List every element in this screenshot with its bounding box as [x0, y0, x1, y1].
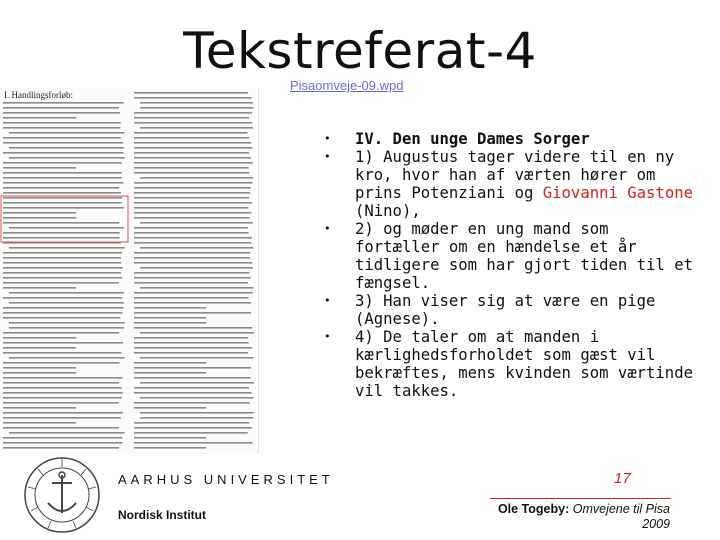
bullet-text: IV. Den unge Dames Sorger — [355, 130, 590, 148]
text-line — [3, 332, 119, 334]
text-line — [3, 362, 120, 364]
document-thumbnail — [0, 88, 259, 454]
text-line — [134, 262, 252, 264]
text-line — [134, 137, 249, 139]
text-line — [3, 192, 121, 194]
text-line — [3, 427, 119, 429]
text-line — [140, 247, 253, 249]
text-line — [3, 372, 76, 374]
text-line — [140, 357, 253, 359]
text-line — [134, 367, 251, 369]
text-line — [134, 242, 251, 244]
page-number: 17 — [614, 470, 631, 487]
text-line — [3, 177, 122, 179]
text-line — [3, 167, 76, 169]
text-line — [3, 102, 124, 104]
text-line — [134, 172, 249, 174]
text-line — [3, 127, 120, 129]
text-line — [134, 292, 253, 294]
document-link[interactable]: Pisaomveje-09.wpd — [290, 78, 404, 93]
text-line — [3, 222, 119, 224]
text-line — [3, 207, 124, 209]
author-name: Ole Togeby: — [497, 502, 570, 516]
text-line — [9, 302, 124, 304]
text-line — [3, 387, 122, 389]
text-line — [140, 412, 254, 414]
text-line — [3, 237, 120, 239]
text-line — [9, 357, 125, 359]
work-title: Omvejene til Pisa — [572, 502, 670, 516]
text-line — [134, 447, 206, 449]
text-line — [134, 422, 249, 424]
text-line — [140, 222, 253, 224]
text-line — [3, 287, 76, 289]
text-line — [3, 187, 119, 189]
text-line — [134, 297, 248, 299]
text-line — [134, 327, 252, 329]
text-line — [3, 342, 123, 344]
text-line — [3, 352, 121, 354]
text-line — [134, 237, 252, 239]
document-heading: I. Handlingsforløb: — [4, 90, 73, 100]
text-line — [134, 182, 252, 184]
text-line — [134, 307, 206, 309]
bullet-item — [322, 220, 697, 292]
text-line — [134, 342, 249, 344]
text-line — [3, 337, 76, 339]
text-line — [3, 142, 123, 144]
text-line — [134, 352, 248, 354]
text-line — [3, 297, 122, 299]
text-line — [140, 287, 253, 289]
text-line — [3, 172, 122, 174]
text-line — [134, 232, 249, 234]
bullet-text: 4) De taler om at manden i kærlighedsforholdet som gæst vil bekræftes, mens kvinden som værtinde vil takkes. — [355, 328, 693, 400]
text-line — [134, 112, 252, 114]
text-line — [3, 107, 119, 109]
text-line — [134, 202, 252, 204]
text-line — [3, 267, 123, 269]
text-line — [3, 442, 122, 444]
text-line — [3, 162, 122, 164]
text-line — [134, 147, 252, 149]
text-line — [134, 432, 248, 434]
text-line — [3, 447, 119, 449]
footer-divider — [490, 498, 671, 499]
text-line — [3, 212, 76, 214]
aarhus-university-seal-icon — [22, 455, 102, 535]
text-line — [3, 312, 123, 314]
text-line — [140, 107, 253, 109]
text-line — [3, 152, 123, 154]
bullet-item — [322, 328, 697, 400]
text-line — [3, 182, 123, 184]
text-line — [134, 312, 251, 314]
text-line — [134, 372, 206, 374]
text-line — [134, 272, 249, 274]
text-line — [3, 307, 123, 309]
text-line — [134, 317, 206, 319]
text-line — [3, 217, 76, 219]
text-line — [140, 382, 254, 384]
text-line — [3, 317, 120, 319]
text-line — [3, 262, 121, 264]
text-line — [134, 437, 206, 439]
bullet-list — [322, 130, 697, 400]
text-line — [3, 437, 122, 439]
text-line — [134, 192, 250, 194]
text-line — [3, 377, 122, 379]
text-line — [9, 157, 125, 159]
text-line — [3, 397, 122, 399]
text-line — [134, 277, 251, 279]
text-line — [134, 162, 253, 164]
text-line — [3, 257, 121, 259]
text-line — [3, 272, 121, 274]
text-line — [134, 442, 253, 444]
text-line — [3, 112, 120, 114]
text-line — [3, 282, 119, 284]
text-line — [134, 187, 251, 189]
text-line — [134, 322, 206, 324]
text-line — [3, 382, 119, 384]
text-line — [9, 132, 124, 134]
text-line — [134, 362, 206, 364]
text-line — [134, 427, 252, 429]
text-line — [134, 227, 248, 229]
text-line — [3, 137, 121, 139]
text-line — [140, 332, 254, 334]
slide-title: Tekstreferat-4 — [183, 22, 537, 80]
bullet-item — [322, 130, 697, 148]
text-line — [3, 422, 76, 424]
text-line — [134, 402, 250, 404]
text-line — [134, 407, 206, 409]
text-line — [140, 102, 253, 104]
text-line — [134, 197, 249, 199]
text-line — [3, 117, 76, 119]
text-line — [134, 152, 249, 154]
text-line — [3, 252, 122, 254]
text-line — [134, 97, 252, 99]
text-line — [3, 412, 123, 414]
text-line — [3, 402, 119, 404]
text-line — [3, 197, 122, 199]
text-line — [3, 367, 76, 369]
text-line — [134, 252, 250, 254]
text-line — [9, 322, 125, 324]
footer-year: 2009 — [642, 517, 670, 531]
text-line — [3, 232, 120, 234]
bullet-text: 2) og møder en ung mand som fortæller om en hændelse et år tidligere som har gjort tiden til et fængsel. — [355, 220, 693, 292]
institute-name: Nordisk Institut — [118, 508, 207, 522]
text-line — [134, 117, 249, 119]
text-line — [3, 277, 122, 279]
university-name: AARHUS UNIVERSITET — [118, 472, 334, 487]
text-line — [9, 432, 125, 434]
text-line — [134, 257, 250, 259]
text-line — [9, 327, 124, 329]
text-line — [134, 142, 251, 144]
text-line — [134, 132, 247, 134]
document-text-lines — [0, 88, 258, 454]
text-line — [3, 392, 123, 394]
text-line — [140, 267, 253, 269]
text-line — [140, 177, 253, 179]
text-line — [9, 227, 124, 229]
text-line — [134, 217, 250, 219]
bullet-highlight: Giovanni Gastone — [542, 184, 693, 202]
text-line — [140, 417, 253, 419]
text-line — [9, 147, 124, 149]
text-line — [134, 337, 248, 339]
text-line — [134, 302, 251, 304]
text-line — [140, 127, 253, 129]
bullet-text-before: 1) Augustus tager videre til en ny kro, hvor han af værten hører om prins Potenziani og — [355, 148, 675, 202]
text-line — [134, 92, 248, 94]
text-line — [3, 202, 122, 204]
bullet-item — [322, 292, 697, 328]
text-line — [134, 167, 249, 169]
text-line — [3, 417, 121, 419]
text-line — [3, 407, 76, 409]
text-line — [134, 377, 250, 379]
text-line — [134, 347, 252, 349]
text-line — [9, 292, 124, 294]
text-line — [140, 397, 253, 399]
text-line — [9, 247, 125, 249]
footer-credit — [498, 502, 670, 516]
text-line — [3, 122, 121, 124]
bullet-item — [322, 148, 697, 220]
text-line — [134, 157, 251, 159]
text-line — [134, 122, 252, 124]
bullet-text: 3) Han viser sig at være en pige (Agnese). — [355, 292, 656, 328]
text-line — [134, 212, 251, 214]
text-line — [134, 387, 249, 389]
text-line — [134, 207, 248, 209]
text-line — [134, 282, 248, 284]
text-line — [3, 347, 76, 349]
bullet-text-after: (Nino), — [355, 202, 421, 220]
text-line — [134, 392, 252, 394]
